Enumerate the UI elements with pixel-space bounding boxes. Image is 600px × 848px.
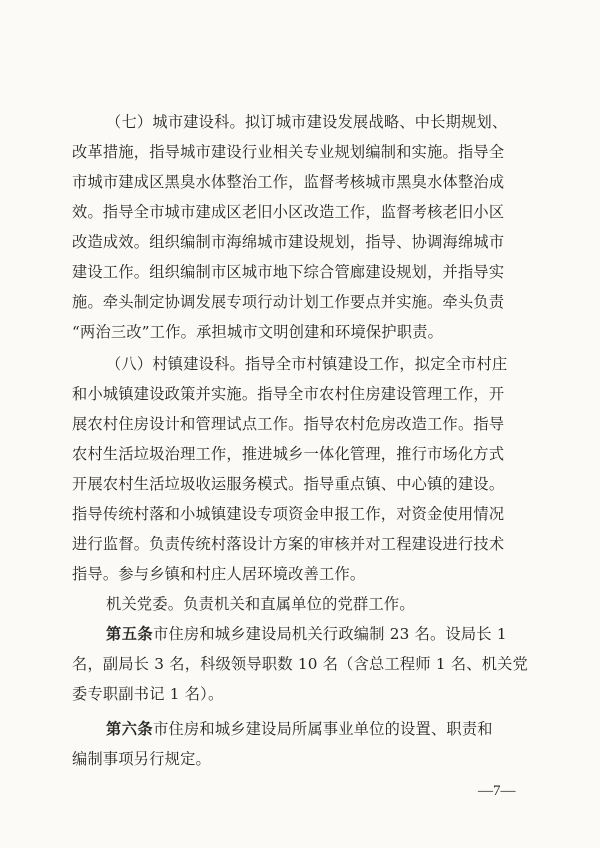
article-line bbox=[72, 714, 528, 744]
paragraph-line: 指导传统村落和小城镇建设专项资金申报工作，对资金使用情况 bbox=[72, 505, 505, 523]
paragraph-line: 指导。参与乡镇和村庄人居环境改善工作。 bbox=[72, 565, 366, 583]
article-text: 市住房和城乡建设局所属事业单位的设置、职责和 bbox=[153, 720, 493, 738]
paragraph-urban-construction bbox=[72, 107, 528, 347]
article-title: 第五条 bbox=[106, 625, 154, 643]
document-body bbox=[72, 107, 528, 774]
paragraph-line: （七）城市建设科。拟订城市建设发展战略、中长期规划、 bbox=[106, 113, 508, 131]
paragraph-line: 农村生活垃圾治理工作，推进城乡一体化管理，推行市场化方式 bbox=[72, 445, 505, 463]
paragraph-line: 开展农村生活垃圾收运服务模式。指导重点镇、中心镇的建设。 bbox=[72, 475, 505, 493]
paragraph-party-committee bbox=[72, 589, 528, 619]
article-six bbox=[72, 714, 528, 774]
paragraph-line: “两治三改”工作。承担城市文明创建和环境保护职责。 bbox=[72, 323, 444, 341]
paragraph-line: 改造成效。组织编制市海绵城市建设规划，指导、协调海绵城市 bbox=[72, 233, 505, 251]
paragraph-line: 施。牵头制定协调发展专项行动计划工作要点并实施。牵头负责 bbox=[72, 293, 505, 311]
paragraph-village-construction bbox=[72, 349, 528, 589]
article-line bbox=[72, 619, 528, 649]
article-five bbox=[72, 619, 528, 709]
paragraph-line: 改革措施，指导城市建设行业相关专业规划编制和实施。指导全 bbox=[72, 143, 505, 161]
paragraph-line: 和小城镇建设政策并实施。指导全市农村住房建设管理工作，开 bbox=[72, 385, 505, 403]
paragraph-line: 委专职副书记 1 名）。 bbox=[72, 685, 224, 703]
paragraph-line: 效。指导全市城市建成区老旧小区改造工作，监督考核老旧小区 bbox=[72, 203, 505, 221]
page-number: —7— bbox=[478, 783, 516, 799]
article-text: 市住房和城乡建设局机关行政编制 23 名。设局长 1 bbox=[153, 625, 507, 643]
paragraph-line: 进行监督。负责传统村落设计方案的审核并对工程建设进行技术 bbox=[72, 535, 505, 553]
article-title: 第六条 bbox=[106, 720, 154, 738]
paragraph-line: 编制事项另行规定。 bbox=[72, 750, 211, 768]
paragraph-line: 展农村住房设计和管理试点工作。指导农村危房改造工作。指导 bbox=[72, 415, 505, 433]
paragraph-line: （八）村镇建设科。指导全市村镇建设工作，拟定全市村庄 bbox=[106, 355, 508, 373]
paragraph-line: 市城市建成区黑臭水体整治工作，监督考核城市黑臭水体整治成 bbox=[72, 173, 505, 191]
paragraph-line: 名，副局长 3 名，科级领导职数 10 名（含总工程师 1 名、机关党 bbox=[72, 655, 529, 673]
paragraph-line: 建设工作。组织编制市区城市地下综合管廊建设规划，并指导实 bbox=[72, 263, 505, 281]
paragraph-line: 机关党委。负责机关和直属单位的党群工作。 bbox=[106, 595, 415, 613]
